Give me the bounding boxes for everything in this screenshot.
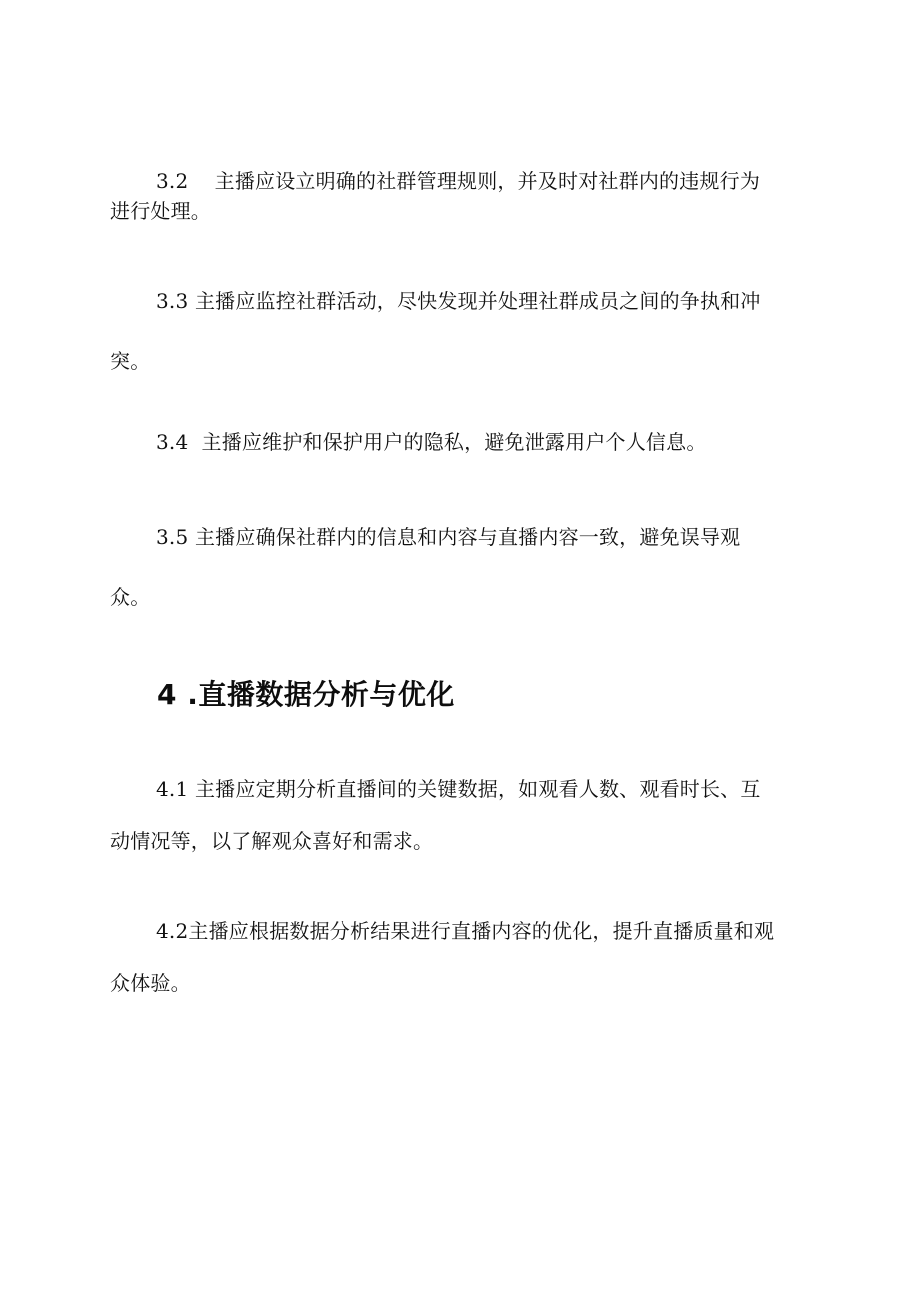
paragraph-3-2 xyxy=(110,166,810,226)
paragraph-line: 突。 xyxy=(110,349,151,373)
paragraph-line: 3.3 主播应监控社群活动，尽快发现并处理社群成员之间的争执和冲 xyxy=(156,289,761,313)
paragraph-line: 3.5 主播应确保社群内的信息和内容与直播内容一致，避免误导观 xyxy=(156,525,741,549)
paragraph-line: 动情况等，以了解观众喜好和需求。 xyxy=(110,829,434,853)
paragraph-3-4 xyxy=(110,427,810,457)
section-heading: 4 .直播数据分析与优化 xyxy=(157,678,455,711)
paragraph-line: 众体验。 xyxy=(110,971,191,995)
paragraph-line: 3.2 主播应设立明确的社群管理规则，并及时对社群内的违规行为 xyxy=(156,169,761,193)
paragraph-3-3 xyxy=(110,286,810,376)
paragraph-4-1 xyxy=(110,774,810,856)
paragraph-line: 进行处理。 xyxy=(110,199,211,223)
paragraph-line: 众。 xyxy=(110,585,151,609)
paragraph-line: 4.2主播应根据数据分析结果进行直播内容的优化，提升直播质量和观 xyxy=(156,919,775,943)
paragraph-4-2 xyxy=(110,916,810,998)
paragraph-line: 4.1 主播应定期分析直播间的关键数据，如观看人数、观看时长、互 xyxy=(156,777,761,801)
paragraph-line: 3.4 主播应维护和保护用户的隐私，避免泄露用户个人信息。 xyxy=(156,430,707,454)
paragraph-3-5 xyxy=(110,522,810,612)
